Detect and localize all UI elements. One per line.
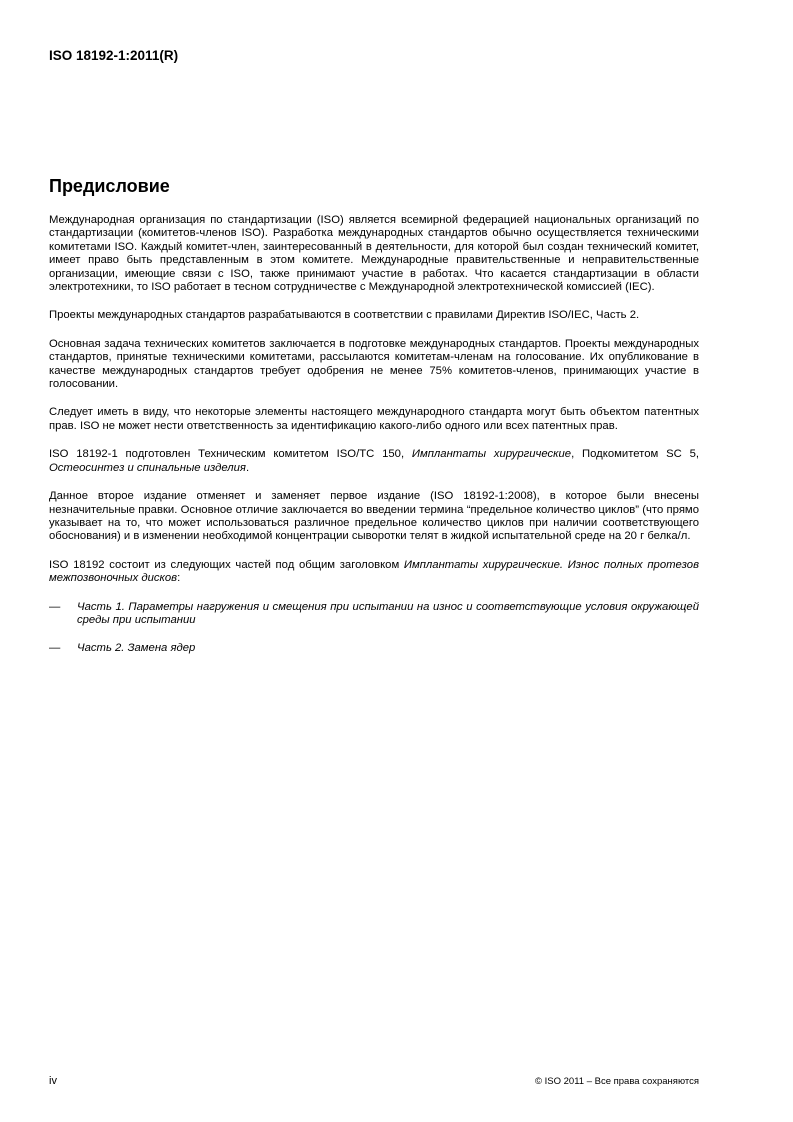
- part-1-title: Часть 1. Параметры нагружения и смещения при испытании на износ и соответствующие условия окружающей среды при испытании: [77, 600, 699, 626]
- paragraph-prepared-by: [49, 448, 699, 475]
- part-2-title: Часть 2. Замена ядер: [77, 642, 196, 655]
- page-title: Предисловие: [49, 176, 170, 196]
- parts-list: [49, 601, 699, 656]
- foreword-section: [49, 176, 699, 671]
- copyright-notice: © ISO 2011 – Все права сохраняются: [534, 1076, 699, 1087]
- subcommittee-title: Остеосинтез и спинальные изделия: [49, 461, 246, 474]
- prepared-by-text: ISO 18192-1 подготовлен Техническим комитетом ISO/TC 150,: [49, 448, 412, 461]
- dash-bullet: —: [49, 600, 61, 613]
- paragraph-second-edition: Данное второе издание отменяет и заменяет первое издание (ISO 18192-1:2008), в которое были внесены незначительные правки. Основное отличие заключается во введении термина “предельное количество циклов” (что прямо указывает на то, что может использоваться различное предельное количество циклов при наличии соответствующего обоснования) и в изменении необходимой концентрации сыворотки телят в жидкой испытательной среде на 20 г белка/л.: [49, 490, 699, 543]
- general-title: Имплантаты хирургические. Износ полных протезов межпозвоночных дисков: [49, 558, 699, 585]
- list-item: [49, 601, 699, 628]
- document-id: ISO 18192-1:2011(R): [49, 48, 179, 63]
- page-number: iv: [49, 1075, 57, 1087]
- paragraph-committees-task: Основная задача технических комитетов заключается в подготовке международных стандартов. Проекты международных стандартов, принятые техническими комитетами, рассылаются комитетам-членам на голосование. Их опубликование в качестве международных стандартов требует одобрения не менее 75% комитетов-членов, принимающих участие в голосовании.: [49, 337, 699, 391]
- committee-title: Имплантаты хирургические: [411, 448, 572, 461]
- paragraph-parts-intro: [49, 559, 699, 586]
- colon: :: [177, 572, 181, 585]
- dash-bullet: —: [49, 642, 61, 655]
- paragraph-iso-organization: Международная организация по стандартизации (ISO) является всемирной федерацией национальных организаций по стандартизации (комитетов-членов ISO). Разработка международных стандартов обычно осуществляется техническими комитетами ISO. Каждый комитет-член, заинтересованный в деятельности, для которой был создан технический комитет, имеет право быть представленным в этом комитете. Международные правительственные и неправительственные организации, имеющие связи с ISO, также принимают участие в работах. Что касается стандартизации в области электротехники, то ISO работает в тесном сотрудничестве с Международной электротехнической комиссией (IEC).: [49, 214, 699, 294]
- parts-intro-text: ISO 18192 состоит из следующих частей под общим заголовком: [49, 558, 404, 571]
- subcommittee-text: , Подкомитетом SC 5,: [571, 448, 699, 461]
- paragraph-directives: Проекты международных стандартов разрабатываются в соответствии с правилами Директив ISO/IEC, Часть 2.: [49, 309, 640, 322]
- period: .: [245, 461, 250, 474]
- paragraph-patent-rights: Следует иметь в виду, что некоторые элементы настоящего международного стандарта могут быть объектом патентных прав. ISO не может нести ответственность за идентификацию какого-либо одного или всех патентных прав.: [49, 406, 699, 432]
- list-item: [49, 642, 699, 655]
